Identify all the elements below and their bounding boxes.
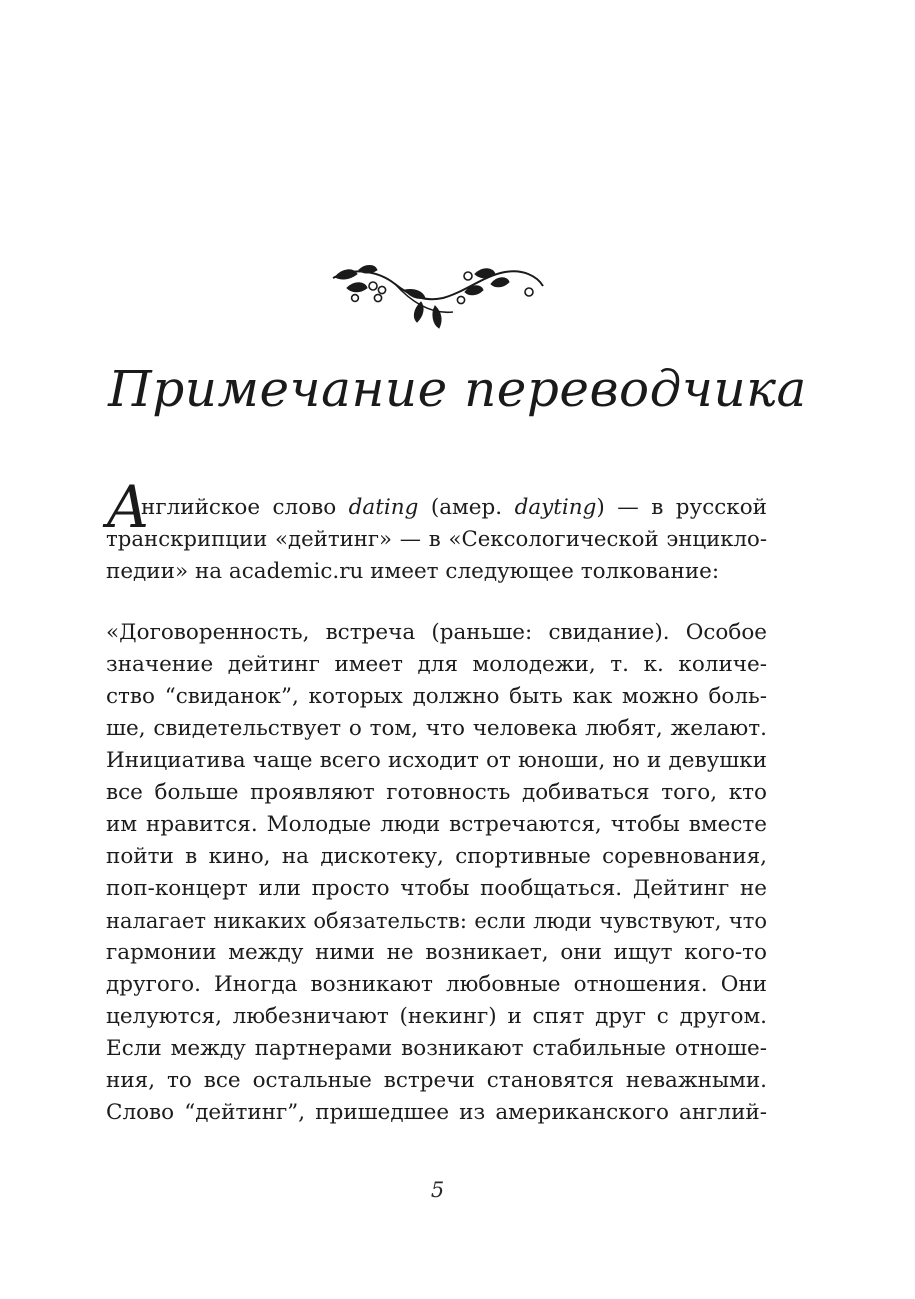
quote-line: Инициатива чаще всего исходит от юноши, но и девушки	[106, 748, 767, 773]
intro-line: педии» на academic.ru имеет следующее толкование:	[106, 559, 720, 584]
quote-paragraph	[106, 617, 767, 1129]
quote-line: Слово “дейтинг”, пришедшее из американского англий-	[106, 1100, 767, 1125]
intro-paragraph	[106, 473, 767, 588]
quote-line: все больше проявляют готовность добиваться того, кто	[106, 780, 767, 805]
quote-line: ство “свиданок”, которых должно быть как можно боль-	[106, 684, 767, 709]
quote-line: гармонии между ними не возникает, они ищут кого-то	[106, 940, 767, 965]
drop-cap: А	[106, 473, 150, 541]
floral-vine-ornament-icon	[325, 262, 550, 336]
page-number: 5	[430, 1178, 445, 1202]
intro-line: транскрипции «дейтинг» — в «Сексологической энцикло-	[106, 527, 767, 552]
quote-line: целуются, любезничают (некинг) и спят друг с другом.	[106, 1004, 767, 1029]
page-title: Примечание переводчика	[108, 360, 807, 418]
intro-line: нглийское слово dating (амер. dayting) — в русской	[141, 495, 767, 520]
quote-line: им нравится. Молодые люди встречаются, чтобы вместе	[106, 812, 767, 837]
quote-line: налагает никаких обязательств: если люди чувствуют, что	[106, 909, 767, 933]
quote-line: другого. Иногда возникают любовные отношения. Они	[106, 972, 767, 997]
quote-line: пойти в кино, на дискотеку, спортивные соревнования,	[106, 844, 767, 869]
quote-line: «Договоренность, встреча (раньше: свидание). Особое	[106, 620, 767, 645]
quote-line: значение дейтинг имеет для молодежи, т. к. количе-	[106, 652, 767, 677]
quote-line: Если между партнерами возникают стабильные отноше-	[106, 1036, 767, 1061]
quote-line: ше, свидетельствует о том, что человека любят, желают.	[106, 716, 767, 741]
quote-line: ния, то все остальные встречи становятся неважными.	[106, 1068, 767, 1093]
quote-line: поп-концерт или просто чтобы пообщаться. Дейтинг не	[106, 876, 767, 901]
